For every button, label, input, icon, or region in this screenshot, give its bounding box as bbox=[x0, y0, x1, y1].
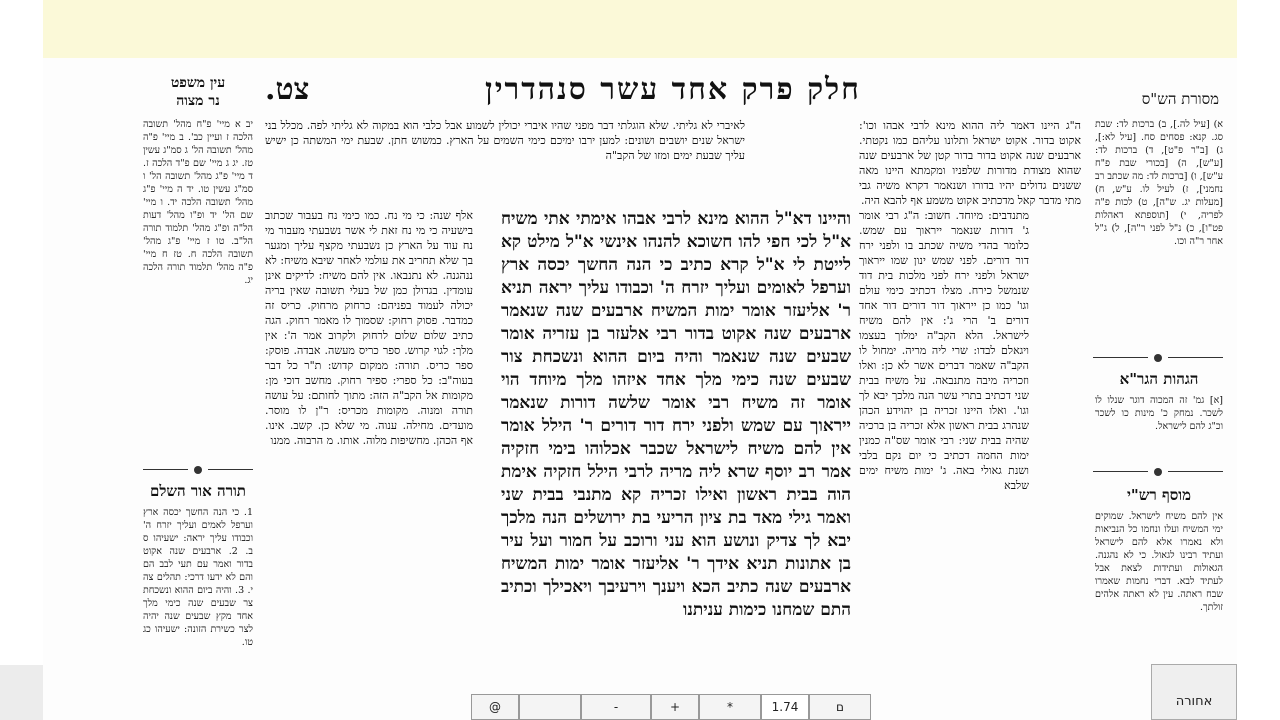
torah-or-text: 1. כי הנה החשך יכסה ארץ וערפל לאמים ועליך יזרח ה' וכבודו עליך יראה: ישעיהו ס ב. 2. ארבעים שנה אקוט בדור ואמר עם תעי לבב הם והם לא ידעו דרכי: תהלים צה י. 3. והיה ביום ההוא ונשכחת צר שבעים שנה כימי מלך אחד מקץ שבעים שנה יהיה לצר כשירת הזונה: ישעיהו כג טו. bbox=[143, 507, 253, 648]
star-label: * bbox=[727, 700, 733, 714]
talmud-page bbox=[43, 58, 1237, 720]
zoom-out-button[interactable] bbox=[581, 694, 651, 720]
ornament-divider bbox=[143, 466, 253, 474]
zoom-in-button[interactable] bbox=[651, 694, 699, 720]
masoret-hashas-text: א) [עיל לה.], ב) ברכות לד: שבת סג. קנא: פסחים סח. [עיל לא:], ג) [ב"ר פ"ט], ד) ברכות לד: [ע"ש], ה) [בכורי שבת פ"ח ע"ש], ו) [ברכות לד: מה שכתב רב נחמני], ז) לעיל לו. ע"ש, ח) [מעלות יג. ש"ה], ט) לכות פ"ה לפריה, י) [תוספתא דאהלות פט"ו], כ) נ"ל לפני ר"ה], ל) ג"ל אחר ר"ה וכו. bbox=[1095, 119, 1223, 247]
page-title: חלק פרק אחד עשר סנהדרין bbox=[485, 72, 861, 107]
scroll-region[interactable] bbox=[0, 665, 43, 720]
at-label: @ bbox=[489, 700, 501, 714]
hagahot-hagra-title: הגהות הגר"א bbox=[1119, 370, 1199, 388]
rashi-commentary-top: ה"ג היינו דאמר ליה ההוא מינא לרבי אבהו וכו': אקוט בדור. אקוט ישראל ותלונו עליהם כמו נקטתי. ארבעים שנה אקוט בדור בדור קטן של ארבעים שנה שהוא מצודת מדורות שלפניו ומקמתא היינו מאה ששנים גדולים יהיו בדורו ושנאמר דקרא משיה גבי מתי מדבר קאל מדכתיב אקוט משמע אף להבא היה. bbox=[859, 119, 1081, 207]
torah-or-title: תורה אור השלם bbox=[150, 482, 246, 500]
mem-label: ם bbox=[836, 700, 844, 714]
zoom-value: 1.74 bbox=[771, 700, 799, 714]
ein-mishpat-text: יב א מיי' פ"ח מהל' תשובה הלכה ז ועיין כב'. ב מיי' פ"ה מהל' תשובה הל' ג סמ"ג עשין טז. יג ג מיי' שם פ"ד הלכה ז. ד מיי' פ"ג מהל' תשובה הל' ו סמ"ג עשין טו. יד ה מיי' פ"ג מהל' תשובה הלכה יד. ו מיי' שם הל' יד ופ"ו מהל' דעות הל"ה ופ"ג מהל' תלמוד תורה הל"ב. טו ז מיי' פ"ג מהל' תשובה הלכה ח. טז ח מיי' פ"ה מהל' תלמוד תורה הלכה יג. bbox=[143, 119, 253, 286]
rashi-commentary: מתנדבים: מיוחד. חשוב: ה"ג רבי אומר ג' דורות שנאמר ייראוך עם שמש. כלומר בהדי משיה שכתב בו ולפני ירח דור דורים. לפני שמש ינון שמו ייראוך ישראל ולפני ירח לפני מלכות בית דוד שנמשל כירח. מצלו דכתיב כימי עולם וגו' כמו כן ייראוך דור דורים דור אחד דורים ב' הרי ג': אין להם משיח לישראל. הלא הקב"ה ימלוך בעצמו ויגאלם לבדו: שרי ליה מריה. ימחול לו הקב"ה שאמר דברים אשר לא כן: ואלו וזכריה מיבה מתנבאה. על משיח בבית שני דכתיב בתרי עשר הנה מלכך יבא לך וגו'. ואלו היינו זכריה בן יהוידע הכהן שנהרג בבית ראשון אלא זכריה בן ברכיה שהיה בבית שני: רבי אומר שס"ה כמנין ימות החמה דכתיב כי יום נקם בלבי ושנת גאולי באה. ג' ימות משיח ימים שלבא bbox=[859, 209, 1029, 492]
tosafot-commentary-top: לאיברי לא גליתי. שלא הוגלתי דבר מפני שהיו איברי יכולין לשמוע אבל כלבי הוא במקוה לא גליתי לפה. מכלל בני ישראל שנים יושבים ושונים: למען ירבו ימיכם כימי השמים על הארץ. כמשוש חתן. שבעת ימי המשתה כן ישיש עליך שבעת ימים ומזו של הקב"ה bbox=[265, 119, 745, 162]
musaf-rashi-title: מוסף רש"י bbox=[1127, 486, 1191, 504]
right-margin bbox=[1237, 0, 1280, 720]
at-button[interactable] bbox=[471, 694, 519, 720]
left-margin bbox=[0, 0, 43, 720]
hagahot-hagra-text: [א] גמ' זה המכוה דוגר שנלו לו לשכר. נמחק כ' מינות כו לשכר וכ"ג להם לישראל. bbox=[1095, 395, 1223, 432]
masoret-header: מסורת הש"ס bbox=[1141, 90, 1219, 108]
top-toolbar-band bbox=[43, 0, 1237, 58]
bottom-toolbar bbox=[471, 694, 871, 720]
zoom-field[interactable] bbox=[761, 694, 809, 720]
plus-label: + bbox=[669, 700, 681, 714]
ornament-divider bbox=[1093, 354, 1223, 362]
ein-mishpat-header: עין משפט נר מצוה bbox=[170, 75, 226, 109]
back-button[interactable] bbox=[1151, 664, 1237, 720]
bookmark-button[interactable] bbox=[699, 694, 761, 720]
tosafot-commentary: אלף שנה: כי מי נח. כמו כימי נח בעבור שכתוב בישעיה כי מי נח זאת לי אשר נשבעתי מעבור מי נח עוד על הארץ כן נשבעתי מקצף עליך ומגער בך שלא תחריב את עולמי לאחר שיבא משיח: לא ננהגנה. לא נתנבאו. אין להם משיח: לדיקים אינן עומדין. בגדולן כמן של בעלי תשובה שאין בריה יכולה לעמוד בפניהם: כרחוק מרחוק. כריס זה כמדבר. פסוק רחוק: שסמוך לו מאמר רחוק. הגה כתיב שלום שלום לרחוק ולקרוב אמר ה': אין מלך: לגוי קרוש. ספר כריס מעשה. אבדה. פוסק: ספר כריס. תורה: ממקום קדוש: ת"ר כל דבר בעוה"ב: כל ספרי: ספיר רחוק. מחשב דוכי מן: מקומות אל הקב"ה הזה: מתוך לחותם: על עושה תורה ומנוה. מקומות מכריס: ר"ן לו מוסר. מועדים. מחילה. ענוה. מי שלא כן. קשב. אינו. אף הכהן. מחשיפות מלוה. אותו. מ הרבוה. ממנו bbox=[265, 209, 473, 447]
blank-button[interactable] bbox=[519, 694, 581, 720]
ornament-divider bbox=[1093, 468, 1223, 476]
back-label: אחורה bbox=[1175, 694, 1213, 709]
daf-number: צט. bbox=[265, 72, 310, 107]
musaf-rashi-text: אין להם משיח לישראל. שמוקים ימי המשיח ועלו ונחמו כל הנביאות ולא נאמרו אלא להם לישראל ועתיד רבינו לגאול. כי לא נהגנה. הגאולות ועתידות לצאת אבל לעתיד לבא. דברי נחמות שאמרו שבח ראתה. עין לא ראתה אלהים זולתך. bbox=[1095, 511, 1223, 613]
mem-button[interactable] bbox=[809, 694, 871, 720]
minus-label: - bbox=[613, 700, 619, 714]
gemara-text: והיינו דא"ל ההוא מינא לרבי אבהו אימתי אתי משיח א"ל לכי חפי להו חשוכא להנהו אינשי א"ל מילט קא לייטת לי א"ל קרא כתיב כי הנה החשך יכסה ארץ וערפל לאומים ועליך יזרח ה' וכבודו עליך יראה תניא ר' אליעזר אומר ימות המשיח ארבעים שנה שנאמר ארבעים שנה אקוט בדור רבי אלעזר בן עזריה אומר שבעים שנה שנאמר והיה ביום ההוא ונשכחת צור שבעים שנה כימי מלך אחד איזהו מלך מיוחד הוי אומר זה משיח רבי אומר שלשה דורות שנאמר ייראוך עם שמש ולפני ירח דור דורים ר' הילל אומר אין להם משיח לישראל שכבר אכלוהו בימי חזקיה אמר רב יוסף שרא ליה מריה לרבי הילל חזקיה אימת הוה בבית ראשון ואילו זכריה קא מתנבי בבית שני ואמר גילי מאד בת ציון הריעי בת ירושלים הנה מלכך יבא לך צדיק ונושע הוא עני ורוכב על חמור ועל עיר בן אתונות תניא אידך ר' אליעזר אומר ימות המשיח ארבעים שנה כתיב הכא ויענך וירעיבך ויאכילך וכתיב התם שמחנו כימות עניתנו bbox=[501, 209, 851, 620]
